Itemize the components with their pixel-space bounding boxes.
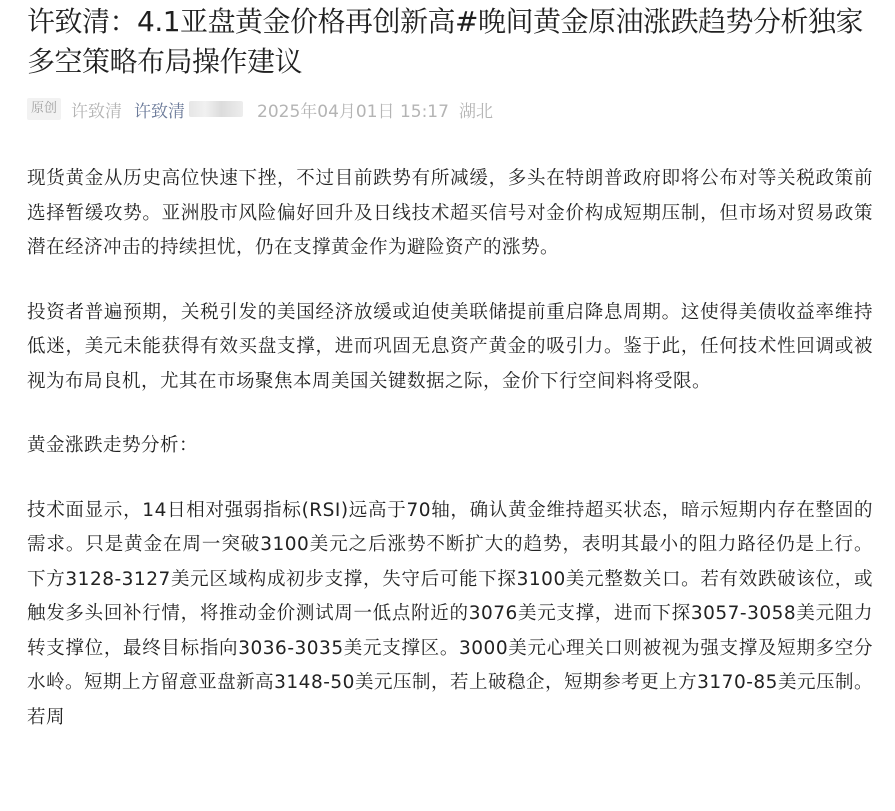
- paragraph: 技术面显示，14日相对强弱指标(RSI)远高于70轴，确认黄金维持超买状态，暗示短期内存在整固的需求。只是黄金在周一突破3100美元之后涨势不断扩大的趋势，表明其最小的阻力路径仍是上行。下方3128-3127美元区域构成初步支撑，失守后可能下探3100美元整数关口。若有效跌破该位，或触发多头回补行情，将推动金价测试周一低点附近的3076美元支撑，进而下探3057-3058美元阻力转支撑位，最终目标指向3036-3035美元支撑区。3000美元心理关口则被视为强支撑及短期多空分水岭。短期上方留意亚盘新高3148-50美元压制，若上破稳企，短期参考更上方3170-85美元压制。若周: [27, 499, 873, 728]
- redacted-account-suffix: [189, 101, 243, 117]
- section-heading: 黄金涨跌走势分析：: [27, 435, 199, 456]
- article-content: [27, 162, 873, 765]
- paragraph: 投资者普遍预期，关税引发的美国经济放缓或迫使美联储提前重启降息周期。这使得美债收益率维持低迷，美元未能获得有效买盘支撑，进而巩固无息资产黄金的吸引力。鉴于此，任何技术性回调或被视为布局良机，尤其在市场聚焦本周美国关键数据之际，金价下行空间料将受限。: [27, 301, 873, 392]
- publish-location: 湖北: [458, 101, 493, 122]
- article-title: 许致清：4.1亚盘黄金价格再创新高#晚间黄金原油涨跌趋势分析独家多空策略布局操作建议: [27, 5, 863, 78]
- account-link[interactable]: 许致清: [134, 101, 186, 122]
- publish-date: 2025年04月01日 15:17: [257, 101, 449, 122]
- original-badge: 原创: [27, 98, 61, 120]
- author-name: 许致清: [71, 101, 123, 122]
- paragraph: 现货黄金从历史高位快速下挫，不过目前跌势有所减缓，多头在特朗普政府即将公布对等关税政策前选择暂缓攻势。亚洲股市风险偏好回升及日线技术超买信号对金价构成短期压制，但市场对贸易政策潜在经济冲击的持续担忧，仍在支撑黄金作为避险资产的涨势。: [27, 168, 873, 258]
- article-meta: [27, 96, 493, 122]
